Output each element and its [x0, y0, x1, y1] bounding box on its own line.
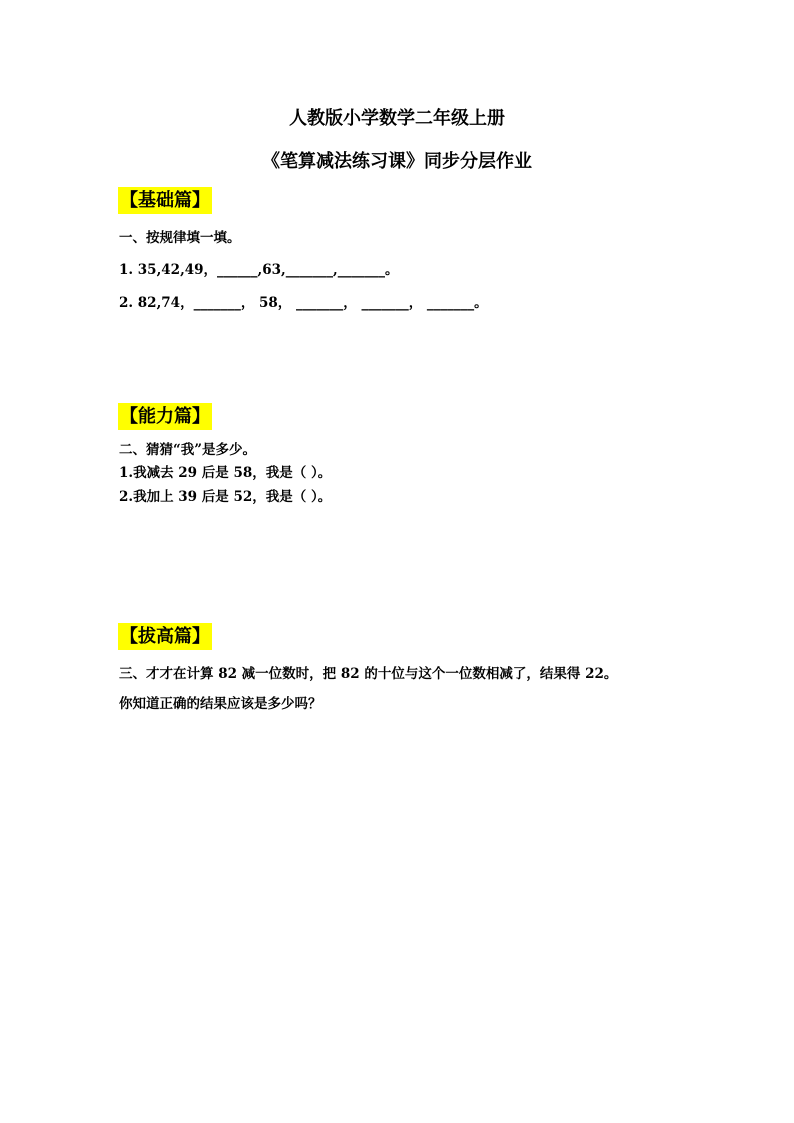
question-3-text: 三、才才在计算 82 减一位数时，把 82 的十位与这个一位数相减了，结果得 22。: [119, 666, 618, 682]
question-1-item-1: 1. 35,42,49，______,63,_______,_______。: [119, 262, 399, 278]
question-3-prompt: 你知道正确的结果应该是多少吗？: [119, 696, 322, 712]
section-header-basic: 【基础篇】: [118, 187, 212, 214]
question-1-heading: 一、按规律填一填。: [119, 230, 241, 246]
page-title: 人教版小学数学二年级上册: [289, 108, 505, 129]
page-subtitle: 《笔算减法练习课》同步分层作业: [262, 151, 532, 172]
question-2-item-2: 2.我加上 39 后是 52，我是（ ）。: [119, 489, 332, 505]
question-2-heading: 二、猜猜“我”是多少。: [119, 442, 257, 458]
question-2-item-1: 1.我减去 29 后是 58，我是（ ）。: [119, 465, 332, 481]
question-1-item-2: 2. 82,74，_______， 58， _______， _______， _______。: [119, 295, 488, 311]
section-header-ability: 【能力篇】: [118, 403, 212, 430]
section-header-advanced: 【拔高篇】: [118, 623, 212, 650]
